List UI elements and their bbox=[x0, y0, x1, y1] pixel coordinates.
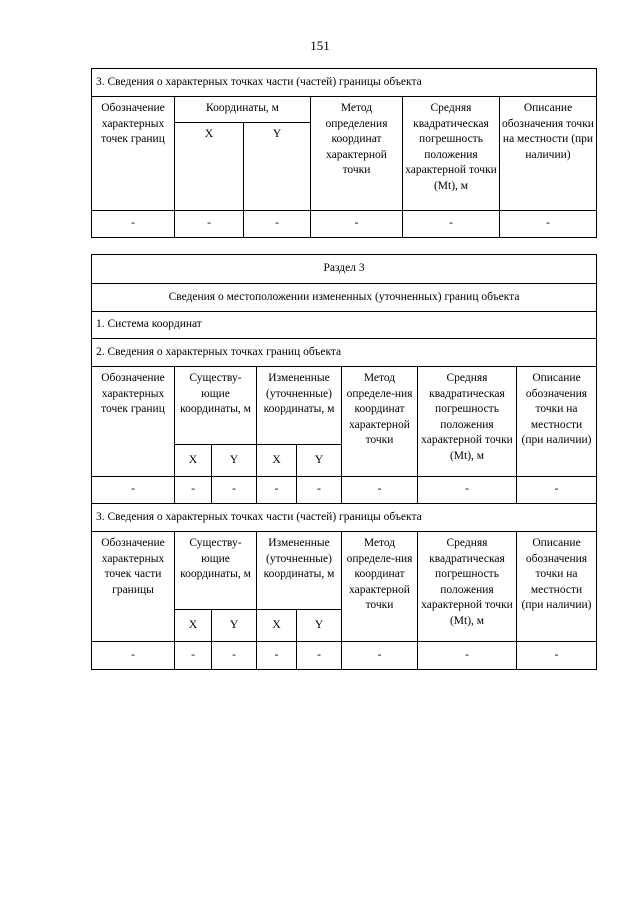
header-x-existing: X bbox=[175, 445, 212, 477]
cell: - bbox=[257, 642, 297, 670]
header-y-existing: Y bbox=[212, 610, 257, 642]
cell: - bbox=[92, 477, 175, 504]
header-description: Описание обозначения точки на местности (при наличии) bbox=[500, 97, 597, 211]
coordinate-system-label: 1. Система координат bbox=[92, 312, 597, 339]
header-changed-coordinates: Измененные (уточненные) координаты, м bbox=[257, 532, 342, 610]
page-number: 151 bbox=[310, 38, 330, 53]
cell: - bbox=[403, 211, 500, 238]
header-accuracy: Средняя квадратическая погрешность положения характерной точки (Mt), м bbox=[403, 97, 500, 211]
header-x-changed: X bbox=[257, 610, 297, 642]
header-designation: Обозначение характерных точек границ bbox=[92, 367, 175, 477]
header-accuracy: Средняя квадратическая погрешность положения характерной точки (Mt), м bbox=[418, 532, 517, 642]
header-method: Метод определе-ния координат характерной точки bbox=[342, 367, 418, 477]
characteristic-points-parts-table bbox=[91, 68, 597, 238]
section-title: Раздел 3 bbox=[92, 255, 597, 284]
cell: - bbox=[418, 477, 517, 504]
header-accuracy: Средняя квадратическая погрешность положения характерной точки (Mt), м bbox=[418, 367, 517, 477]
cell: - bbox=[342, 642, 418, 670]
cell: - bbox=[311, 211, 403, 238]
cell: - bbox=[175, 642, 212, 670]
cell: - bbox=[517, 477, 597, 504]
header-y-changed: Y bbox=[297, 445, 342, 477]
header-existing-coordinates: Существу-ющие координаты, м bbox=[175, 532, 257, 610]
section-subtitle: Сведения о местоположении измененных (уточненных) границ объекта bbox=[92, 284, 597, 312]
header-designation: Обозначение характерных точек границ bbox=[92, 97, 175, 211]
cell: - bbox=[92, 211, 175, 238]
header-changed-coordinates: Измененные (уточненные) координаты, м bbox=[257, 367, 342, 445]
header-method: Метод определения координат характерной точки bbox=[311, 97, 403, 211]
cell: - bbox=[517, 642, 597, 670]
header-description: Описание обозначения точки на местности (при наличии) bbox=[517, 367, 597, 477]
table-row bbox=[92, 211, 597, 238]
cell: - bbox=[342, 477, 418, 504]
header-description: Описание обозначения точки на местности (при наличии) bbox=[517, 532, 597, 642]
cell: - bbox=[244, 211, 311, 238]
cell: - bbox=[212, 477, 257, 504]
table-row bbox=[92, 477, 597, 504]
cell: - bbox=[92, 642, 175, 670]
header-coordinates: Координаты, м bbox=[175, 97, 311, 123]
cell: - bbox=[175, 211, 244, 238]
header-x-existing: X bbox=[175, 610, 212, 642]
cell: - bbox=[297, 642, 342, 670]
header-method: Метод определе-ния координат характерной точки bbox=[342, 532, 418, 642]
header-y-changed: Y bbox=[297, 610, 342, 642]
header-designation: Обозначение характерных точек части границы bbox=[92, 532, 175, 642]
cell: - bbox=[257, 477, 297, 504]
table-title: 3. Сведения о характерных точках части (частей) границы объекта bbox=[92, 69, 597, 97]
section-3-table bbox=[91, 254, 597, 670]
cell: - bbox=[418, 642, 517, 670]
part-3-title: 3. Сведения о характерных точках части (частей) границы объекта bbox=[92, 504, 597, 532]
part-2-title: 2. Сведения о характерных точках границ объекта bbox=[92, 339, 597, 367]
header-x-changed: X bbox=[257, 445, 297, 477]
cell: - bbox=[212, 642, 257, 670]
cell: - bbox=[175, 477, 212, 504]
cell: - bbox=[500, 211, 597, 238]
cell: - bbox=[297, 477, 342, 504]
header-y: Y bbox=[244, 123, 311, 211]
header-existing-coordinates: Существу-ющие координаты, м bbox=[175, 367, 257, 445]
table-row bbox=[92, 642, 597, 670]
header-x: X bbox=[175, 123, 244, 211]
header-y-existing: Y bbox=[212, 445, 257, 477]
